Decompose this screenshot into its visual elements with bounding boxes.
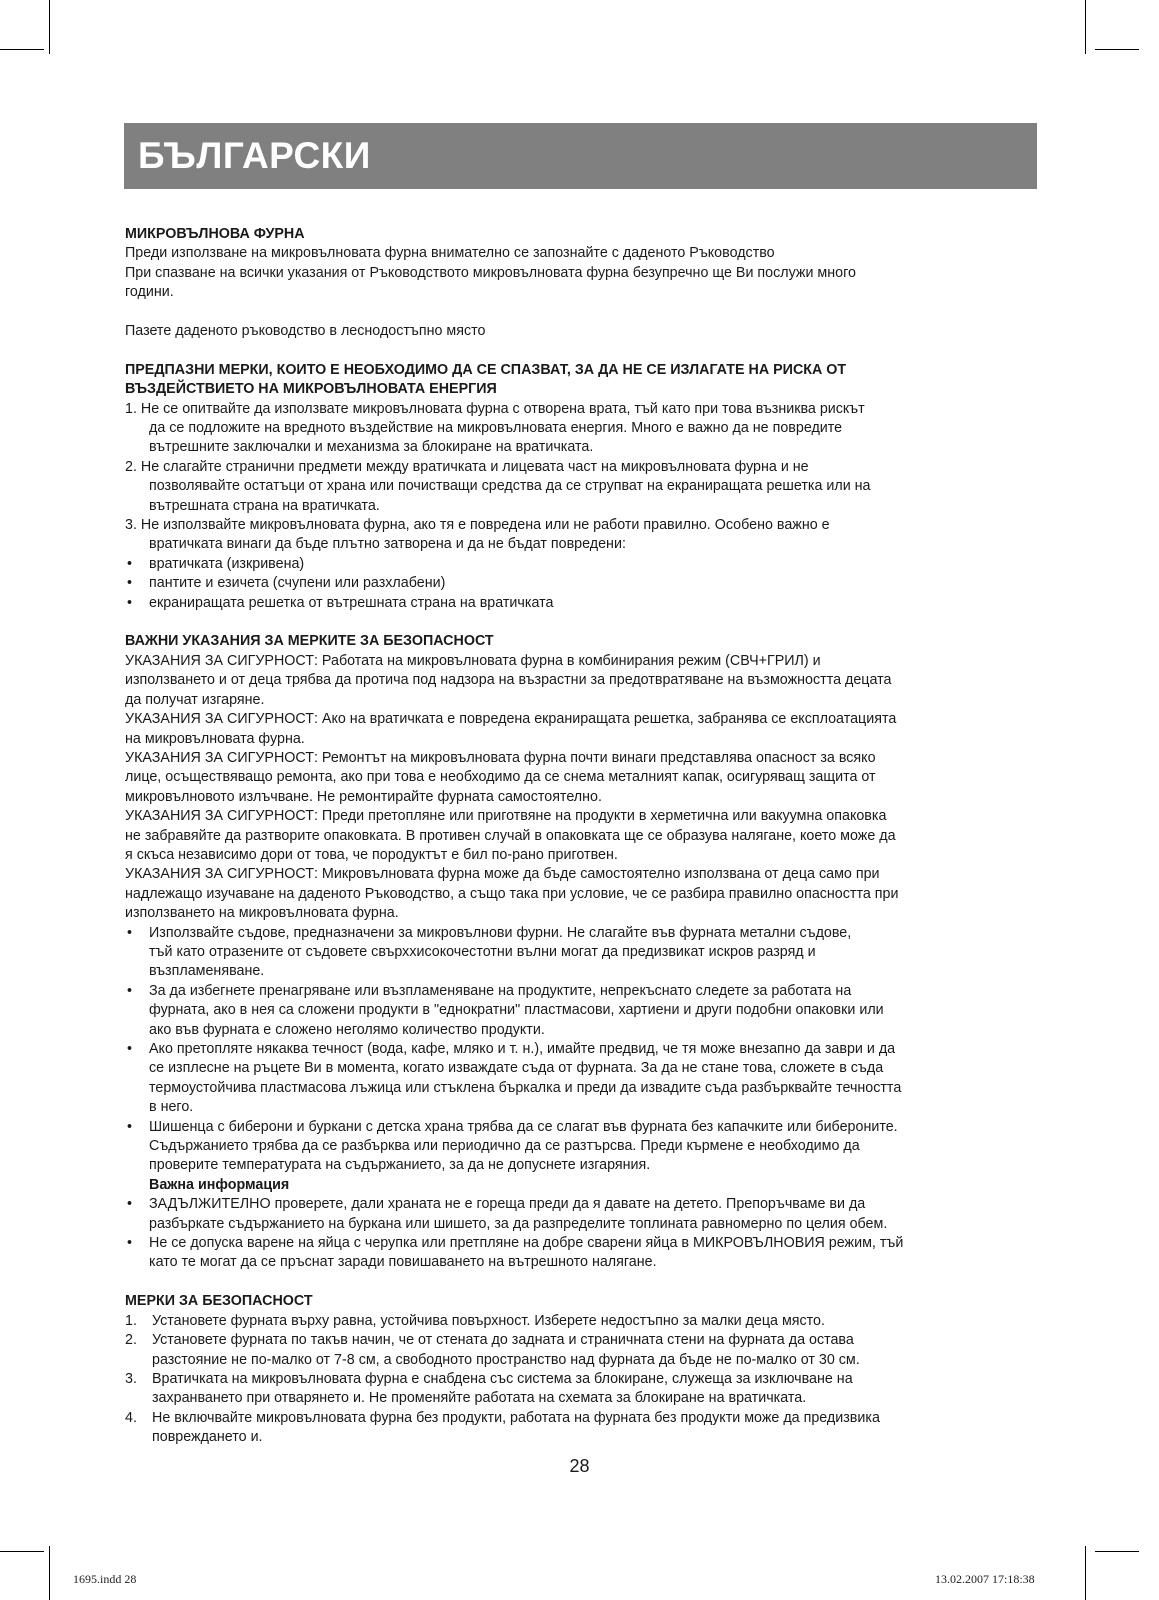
text-line: надлежащо изучаване на даденото Ръководство, а също така при условие, че се разбира правилно опасността при (125, 885, 899, 902)
crop-mark (49, 0, 50, 54)
numbered-item (125, 1312, 1030, 1331)
footer-timestamp: 13.02.2007 17:18:38 (935, 1572, 1035, 1586)
manual-content (125, 225, 1030, 1448)
text-line: 2. Не слагайте странични предмети между вратичката и лицевата част на микровълновата фурна и не (125, 458, 809, 475)
text-line: Не включвайте микровълновата фурна без продукти, работата на фурната без продукти може да предизвика (152, 1409, 880, 1426)
list-item: • За да избегнете пренагряване или възпламеняване на продуктите, непрекъснато следете за работата на (125, 982, 1030, 1001)
language-title: БЪЛГАРСКИ (138, 135, 371, 176)
text-line: микровълновото излъчване. Не ремонтирайте фурната самостоятелно. (125, 788, 602, 805)
text-line: тъй като отразените от съдовете свърххисокочестотни вълни могат да предизвикат искров разряд и (149, 943, 816, 960)
text-line: възпламеняване. (149, 963, 265, 980)
text-line: вътрешната страна на вратичката. (149, 497, 380, 514)
text-line: ако във фурната е сложено неголямо количество продукти. (149, 1021, 545, 1038)
text-line: УКАЗАНИЯ ЗА СИГУРНОСТ: Преди претопляне или приготвяне на продукти в херметична или вакуумна опаковка (125, 808, 887, 825)
text-line: използването на микровълновата фурна. (125, 905, 399, 922)
crop-mark (0, 49, 44, 50)
text-line: проверите температурата на съдържанието, за да не допуснете изгаряния. (149, 1157, 651, 1174)
text-line: УКАЗАНИЯ ЗА СИГУРНОСТ: Микровълновата фурна може да бъде самостоятелно използвана от деца само при (125, 866, 880, 883)
section-heading-precautions: ВЪЗДЕЙСТВИЕТО НА МИКРОВЪЛНОВАТА ЕНЕРГИЯ (125, 381, 497, 398)
item-number: 4. (125, 1409, 137, 1426)
list-item: • ЗАДЪЛЖИТЕЛНО проверете, дали храната не е гореща преди да я давате на детето. Препоръчваме ви да (125, 1195, 1030, 1214)
page-number: 28 (569, 1456, 590, 1476)
text-line: захранването при отварянето и. Не променяйте работата на схемата за блокиране на вратичката. (152, 1390, 807, 1407)
list-item: • вратичката (изкривена) (125, 555, 1030, 574)
language-banner (124, 123, 1037, 189)
text-line: Установете фурната по такъв начин, че от стената до задната и страничната стени на фурната да остава (152, 1332, 854, 1349)
text-line: вътрешните заключалки и механизма за блокиране на вратичката. (149, 439, 594, 456)
text-line: 3. Не използвайте микровълновата фурна, ако тя е повредена или не работи правилно. Особено важно е (125, 517, 830, 534)
text-line: Пазете даденото ръководство в леснодостъпно място (125, 323, 486, 340)
numbered-item (125, 1331, 1030, 1370)
text-line: я скъса независимо дори от това, че породуктът е бил по-рано приготвен. (125, 846, 618, 863)
text-line: на микровълновата фурна. (125, 730, 305, 747)
text-line: години. (125, 284, 174, 301)
crop-mark (1085, 0, 1086, 54)
crop-mark (1095, 49, 1139, 50)
text-line: не забравяйте да разтворите опаковката. В противен случай в опаковката ще се образува налягане, което може да (125, 827, 896, 844)
list-item: • Шишенца с биберони и буркани с детска храна трябва да се слагат във фурната без капачките или бибероните. (125, 1118, 1030, 1137)
text-line: в него. (149, 1099, 194, 1116)
item-number: 3. (125, 1370, 137, 1387)
list-item: • Използвайте съдове, предназначени за микровълнови фурни. Не слагайте във фурната метални съдове, (125, 924, 1030, 943)
item-number: 1. (125, 1312, 137, 1329)
numbered-item (125, 1409, 1030, 1448)
section-heading-safety: МЕРКИ ЗА БЕЗОПАСНОСТ (125, 1293, 313, 1310)
text-line: Съдържанието трябва да се разбърква или периодично да се разтърсва. Преди кърмене е необходимо да (149, 1138, 860, 1155)
crop-mark (49, 1546, 50, 1600)
crop-mark (1085, 1546, 1086, 1600)
text-line: използването и от деца трябва да протича под надзора на възрастни за предотвратяване на възможността децата (125, 672, 892, 689)
numbered-item (125, 1370, 1030, 1409)
list-item: • Ако претопляте някаква течност (вода, кафе, мляко и т. н.), имайте предвид, че тя може внезапно да заври и да (125, 1040, 1030, 1059)
text-line: При спазване на всички указания от Ръководството микровълновата фурна безупречно ще Ви послужи много (125, 264, 856, 281)
list-item: • екраниращата решетка от вътрешната страна на вратичката (125, 594, 1030, 613)
text-line: фурната, ако в нея са сложени продукти в "еднократни" пластмасови, хартиени и други подобни опаковки или (149, 1002, 884, 1019)
text-line: УКАЗАНИЯ ЗА СИГУРНОСТ: Ако на вратичката е повредена екраниращата решетка, забранява се експлоатацията (125, 711, 897, 728)
crop-mark (1095, 1551, 1139, 1552)
text-line: като те могат да се пръснат заради повишаването на вътрешното налягане. (149, 1254, 657, 1271)
text-line: се изплесне на ръцете Ви в момента, когато изваждате съда от фурната. За да не стане това, сложете в съда (149, 1060, 884, 1077)
item-number: 2. (125, 1332, 137, 1349)
text-line: термоустойчива пластмасова лъжица или стъклена бъркалка и преди да извадите съда разбърквайте течността (149, 1079, 902, 1096)
text-line: повреждането и. (152, 1429, 263, 1446)
text-line: вратичката винаги да бъде плътно затворена и да не бъдат повредени: (149, 536, 626, 553)
text-line: Преди използване на микровълновата фурна внимателно се запознайте с даденото Ръководство (125, 245, 775, 262)
section-heading-microwave: МИКРОВЪЛНОВА ФУРНА (125, 226, 305, 242)
text-line: Установете фурната върху равна, устойчива повърхност. Изберете недостъпно за малки деца място. (152, 1312, 825, 1329)
text-line: позволявайте остатъци от храна или почистващи средства да се струпват на екраниращата решетка или на (149, 478, 871, 495)
list-item: • Не се допуска варене на яйца с черупка или претпляне на добре сварени яйца в МИКРОВЪЛНОВИЯ режим, тъй (125, 1234, 1030, 1253)
text-line: УКАЗАНИЯ ЗА СИГУРНОСТ: Ремонтът на микровълновата фурна почти винаги представлява опасност за всяко (125, 749, 876, 766)
crop-mark (0, 1551, 44, 1552)
text-line: да получат изгаряне. (125, 691, 265, 708)
list-item: • пантите и езичета (счупени или разхлабени) (125, 574, 1030, 593)
footer-file-slug: 1695.indd 28 (73, 1572, 137, 1586)
text-line: разбъркате съдържанието на буркана или шишето, за да разпределите топлината равномерно по целия обем. (149, 1215, 888, 1232)
text-line: УКАЗАНИЯ ЗА СИГУРНОСТ: Работата на микровълновата фурна в комбинирания режим (СВЧ+ГРИЛ) и (125, 652, 821, 669)
text-line: 1. Не се опитвайте да използвате микровълновата фурна с отворена врата, тъй като при това възниква рискът (125, 400, 865, 417)
text-line: да се подложите на вредното въздействие на микровълновата енергия. Много е важно да не повредите (149, 420, 843, 437)
text-line: Вратичката на микровълновата фурна е снабдена със система за блокиране, служеща за изключване на (152, 1370, 853, 1387)
section-heading-precautions: ПРЕДПАЗНИ МЕРКИ, КОИТО Е НЕОБХОДИМО ДА СЕ СПАЗВАТ, ЗА ДА НЕ СЕ ИЗЛАГАТЕ НА РИСКА ОТ (125, 361, 847, 378)
text-line: лице, осъществяващо ремонта, ако при това е необходимо да се снема металният капак, осигуряващ защита от (125, 769, 876, 786)
section-heading-important: ВАЖНИ УКАЗАНИЯ ЗА МЕРКИТЕ ЗА БЕЗОПАСНОСТ (125, 633, 494, 650)
text-line: разстояние не по-малко от 7-8 см, а свободното пространство над фурната да бъде не по-малко от 30 см. (152, 1351, 860, 1368)
subheading-important-info: Важна информация (149, 1176, 290, 1193)
